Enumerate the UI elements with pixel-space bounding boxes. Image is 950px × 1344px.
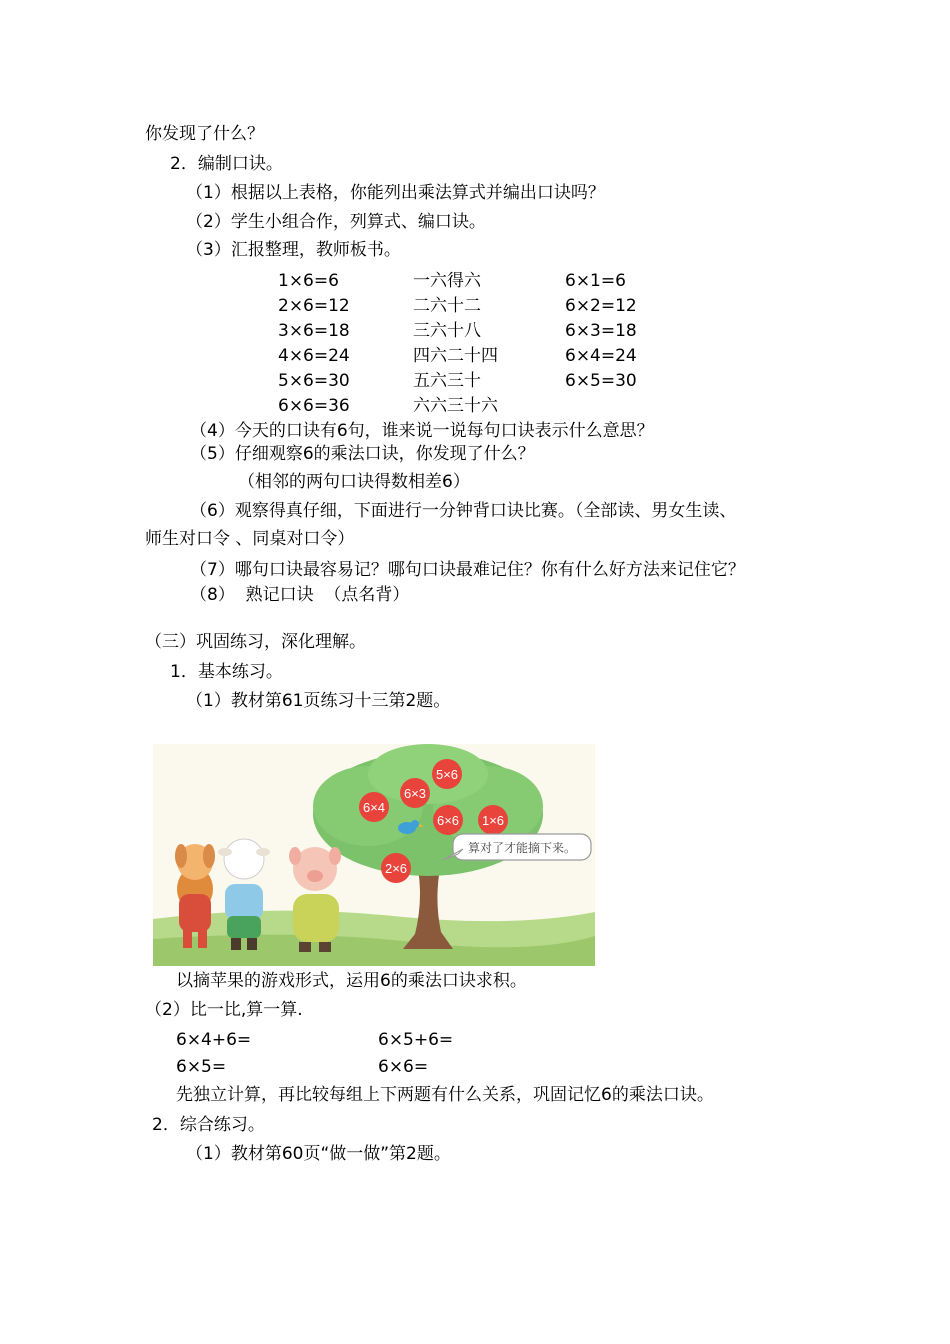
table-cell: 4×6=24 [278,346,350,366]
svg-text:6×4: 6×4 [362,800,386,815]
section-heading: （三）巩固练习，深化理解。 [145,632,366,652]
equation: 6×6= [378,1057,429,1077]
text-line: （1）根据以上表格，你能列出乘法算式并编出口诀吗？ [186,183,605,203]
table-cell: 1×6=6 [278,271,339,291]
text-line: （5）仔细观察6的乘法口诀，你发现了什么？ [190,444,535,464]
text-line: （1）教材第61页练习十三第2题。 [186,691,451,711]
text-line: 先独立计算，再比较每组上下两题有什么关系，巩固记忆6的乘法口诀。 [176,1085,714,1105]
section-heading: 2．综合练习。 [152,1115,265,1135]
text-line: （3）汇报整理，教师板书。 [186,240,401,260]
svg-text:6×3: 6×3 [403,786,427,801]
table-cell: 六六三十六 [413,396,498,416]
table-cell: 5×6=30 [278,371,350,391]
svg-text:2×6: 2×6 [384,861,408,876]
text-line: （1）教材第60页“做一做”第2题。 [186,1144,451,1164]
table-cell: 6×3=18 [565,321,637,341]
table-cell: 三六十八 [413,321,481,341]
svg-text:6×6: 6×6 [436,813,460,828]
apple-icon [381,853,411,883]
svg-text:5×6: 5×6 [435,767,459,782]
text-line: （2）学生小组合作，列算式、编口诀。 [186,212,486,232]
text-line: （相邻的两句口诀得数相差6） [238,472,470,492]
equation: 6×4+6= [176,1030,252,1050]
table-cell: 6×1=6 [565,271,626,291]
text-line: （4）今天的口诀有6句，谁来说一说每句口诀表示什么意思？ [190,421,654,441]
apple-icon [433,805,463,835]
text-line: 以摘苹果的游戏形式，运用6的乘法口诀求积。 [176,971,527,991]
table-cell: 一六得六 [413,271,481,291]
equation: 6×5= [176,1057,227,1077]
svg-text:1×6: 1×6 [481,813,505,828]
table-cell: 6×5=30 [565,371,637,391]
section-heading: 2．编制口诀。 [170,154,283,174]
apple-icon [359,792,389,822]
text-line: （6）观察得真仔细，下面进行一分钟背口诀比赛。（全部读、男女生读、 [190,501,737,521]
pig-character [289,847,341,952]
table-cell: 二六十二 [413,296,481,316]
table-cell: 6×4=24 [565,346,637,366]
svg-text:算对了才能摘下来。: 算对了才能摘下来。 [467,841,577,855]
text-line: （2）比一比,算一算. [145,1000,303,1020]
table-cell: 6×2=12 [565,296,637,316]
table-cell: 3×6=18 [278,321,350,341]
equation: 6×5+6= [378,1030,454,1050]
apple-icon [400,778,430,808]
table-cell: 6×6=36 [278,396,350,416]
text-line: （7）哪句口诀最容易记？哪句口诀最难记住？你有什么好方法来记住它？ [190,560,745,580]
table-cell: 四六二十四 [413,346,498,366]
speech-bubble [443,834,591,860]
text-line: （8） 熟记口诀 （点名背） [190,585,410,605]
apple-icon [478,805,508,835]
table-cell: 2×6=12 [278,296,350,316]
section-heading: 1．基本练习。 [170,662,283,682]
text-line: 你发现了什么？ [145,124,264,144]
table-cell: 五六三十 [413,371,481,391]
apple-icon [432,759,462,789]
text-line: 师生对口令 、同桌对口令） [145,529,355,549]
apple-tree-illustration [153,744,595,966]
